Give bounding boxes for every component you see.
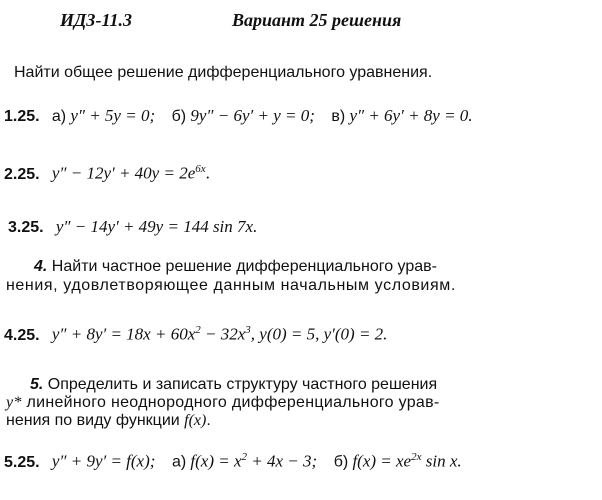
end-mark: . <box>205 163 210 183</box>
equation-a: + 4x − 3; <box>247 451 318 471</box>
exponent: 3 <box>245 324 251 336</box>
task-number: 4. <box>34 258 48 275</box>
task5-line1 <box>30 376 437 394</box>
equation-b: 9y″ − 6y′ + y = 0; <box>190 106 315 125</box>
equation-c: y″ + 6y′ + 8y = 0. <box>349 106 473 125</box>
problem-4-25 <box>4 324 387 345</box>
task5-line2 <box>6 394 440 412</box>
equation: y″ − 14y′ + 49y = 144 sin 7x. <box>55 217 258 236</box>
task-text: Найти частное решение дифференциального урав- <box>51 258 437 275</box>
problem-3-25 <box>8 217 257 237</box>
option-a-label: а) <box>51 108 67 125</box>
initial-conditions: , y(0) = 5, y′(0) = 2. <box>250 324 388 344</box>
function-f: f(x) <box>184 412 207 429</box>
variable-y-star: y* <box>6 394 22 411</box>
end-mark: . <box>206 412 211 429</box>
problem-1-25 <box>4 106 473 126</box>
problem-number: 2.25. <box>4 165 40 183</box>
task-text: линейного неоднородного дифференциального урав- <box>21 394 440 411</box>
task4-line2: нения, удовлетворяющее данным начальным условиям. <box>6 277 456 294</box>
option-b-label: б) <box>171 108 187 125</box>
equation-part: y″ + 8y′ = 18x + 60x <box>51 324 196 344</box>
problem-number: 3.25. <box>8 219 44 236</box>
exponent: 2 <box>241 451 248 463</box>
problem-number: 1.25. <box>4 108 40 125</box>
equation: y″ − 12y′ + 40y = 2e <box>51 163 196 183</box>
task-text: Определить и записать структуру частного решения <box>47 376 438 393</box>
task5-line3 <box>6 412 211 430</box>
equation-part: − 32x <box>200 324 246 344</box>
equation: y″ + 9y′ = f(x); <box>51 451 156 471</box>
equation-b: sin x. <box>421 451 462 471</box>
task4-line1 <box>34 258 437 276</box>
problem-number: 4.25. <box>4 326 40 344</box>
equation-a: y″ + 5y = 0; <box>70 106 156 125</box>
problem-5-25 <box>4 451 462 472</box>
task1-heading: Найти общее решение дифференциального уравнения. <box>14 64 433 81</box>
exponent: 2 <box>195 324 201 336</box>
exponent: 6x <box>195 163 206 175</box>
problem-2-25 <box>4 163 210 184</box>
equation-b: f(x) = xe <box>352 451 412 471</box>
option-a-label: а) <box>171 453 187 471</box>
option-b-label: б) <box>333 453 349 471</box>
task-number: 5. <box>30 376 44 393</box>
task-text: нения по виду функции <box>6 412 185 429</box>
doc-title: ИДЗ-11.3 <box>60 10 132 30</box>
equation-a: f(x) = x <box>190 451 242 471</box>
option-c-label: в) <box>331 108 346 125</box>
exponent: 2x <box>411 451 422 463</box>
problem-number: 5.25. <box>4 453 40 471</box>
variant-title: Вариант 25 решения <box>232 10 402 30</box>
